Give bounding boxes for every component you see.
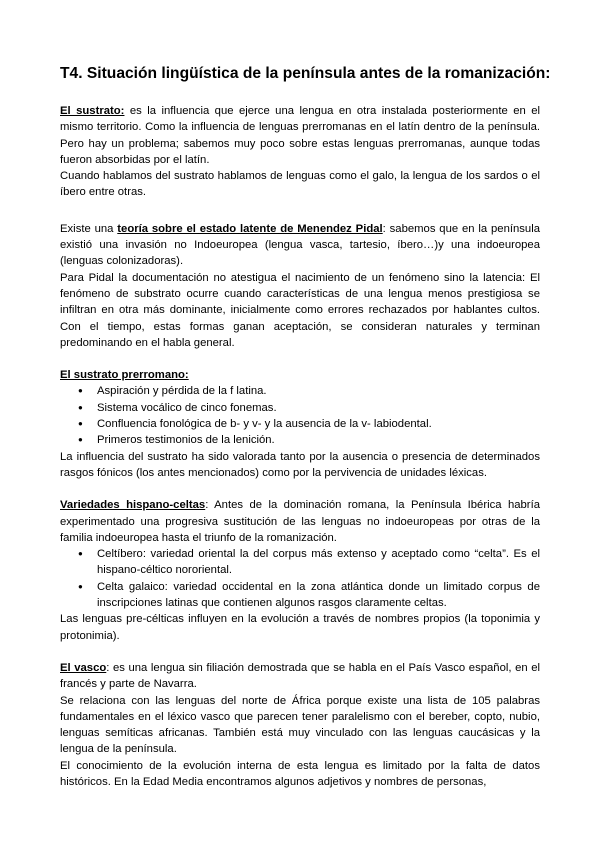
vasco-paragraph	[60, 660, 540, 693]
section-vasco	[60, 660, 540, 790]
vasco-paragraph-2: Se relaciona con las lenguas del norte de África porque existe una lista de 105 palabras fundamentales en el léxico vasco que parecen tener paralelismo con el bereber, copto, nubio, lenguas semíticas africanas. También está muy vinculado con las lenguas caucásicas y la lengua de la península.	[60, 694, 540, 756]
prerromano-paragraph: La influencia del sustrato ha sido valorada tanto por la ausencia o presencia de determinados rasgos fónicos (los antes mencionados) como por la pervivencia de unidades léxicas.	[60, 450, 540, 479]
prerromano-term: El sustrato prerromano:	[60, 369, 189, 382]
sustrato-text: es la influencia que ejerce una lengua en otra instalada posteriormente en el mismo territorio. Como la influencia de lenguas prerromanas en el latín dentro de la península. Pero hay un problema; sabemos muy poco sobre estas lenguas prerromanas, aunque todas fueron absorbidas por el latín.	[60, 105, 540, 166]
teoria-term: teoría sobre el estado latente de Menendez Pidal	[117, 222, 383, 235]
list-item: ● Confluencia fonológica de b- y v- y la ausencia de la v- labiodental.	[97, 416, 540, 432]
section-teoria	[60, 221, 540, 351]
teoria-prefix: Existe una	[60, 222, 118, 235]
sustrato-paragraph	[60, 103, 540, 168]
teoria-paragraph-2: Para Pidal la documentación no atestigua el nacimiento de un fenómeno sino la latencia: El fenómeno de substrato ocurre cuando características de una lengua menos prestigiosa se infiltran en otra más dominante, inicialmente como errores rechazados por hablantes cultos. Con el tiempo, estas formas ganan aceptación, se consideran naturales y terminan predominando en el habla general.	[60, 271, 540, 349]
list-item: ● Primeros testimonios de la lenición.	[97, 432, 540, 448]
vasco-paragraph-3: El conocimiento de la evolución interna de esta lengua es limitado por la falta de datos históricos. En la Edad Media encontramos algunos adjetivos y nombres de personas,	[60, 759, 540, 788]
vasco-text: : es una lengua sin filiación demostrada que se habla en el País Vasco español, en el francés y parte de Navarra.	[60, 661, 540, 691]
document-title: T4. Situación lingüística de la península antes de la romanización:	[60, 65, 551, 82]
teoria-paragraph	[60, 221, 540, 270]
celtas-paragraph	[60, 497, 540, 546]
prerromano-heading	[60, 367, 540, 383]
section-celtas	[60, 497, 540, 644]
sustrato-paragraph-2: Cuando hablamos del sustrato hablamos de lenguas como el galo, la lengua de los sardos o el íbero entre otras.	[60, 170, 540, 199]
teoria-text: : sabemos que en la península existió una invasión no Indoeuropea (lengua vasca, tartesio, íbero…)y una indoeuropea (lenguas colonizadoras).	[60, 222, 541, 268]
vasco-term: El vasco	[60, 661, 107, 674]
list-item: ● Celta galaico: variedad occidental en la zona atlántica donde un limitado corpus de inscripciones latinas que contienen algunos rasgos claramente celtas.	[97, 579, 540, 612]
document-page	[60, 64, 551, 806]
section-prerromano	[60, 367, 540, 481]
list-item: ● Aspiración y pérdida de la f latina.	[97, 383, 540, 399]
celtas-paragraph-2: Las lenguas pre-célticas influyen en la evolución a través de nombres propios (la toponimia y protonimia).	[60, 613, 540, 642]
celtas-list	[60, 546, 540, 611]
prerromano-list	[60, 383, 540, 448]
list-item: ● Celtíbero: variedad oriental la del corpus más extenso y aceptado como “celta”. Es el hispano-céltico nororiental.	[97, 546, 540, 579]
list-item: ● Sistema vocálico de cinco fonemas.	[97, 400, 540, 416]
celtas-term: Variedades hispano-celtas	[60, 499, 206, 512]
section-sustrato	[60, 103, 540, 201]
celtas-text: : Antes de la dominación romana, la Península Ibérica habría experimentado una progresiva sustitución de las lenguas no indoeuropeas por otras de la familia indoeuropea hasta el triunfo de la romanización.	[60, 499, 540, 544]
sustrato-term: El sustrato:	[60, 105, 125, 117]
